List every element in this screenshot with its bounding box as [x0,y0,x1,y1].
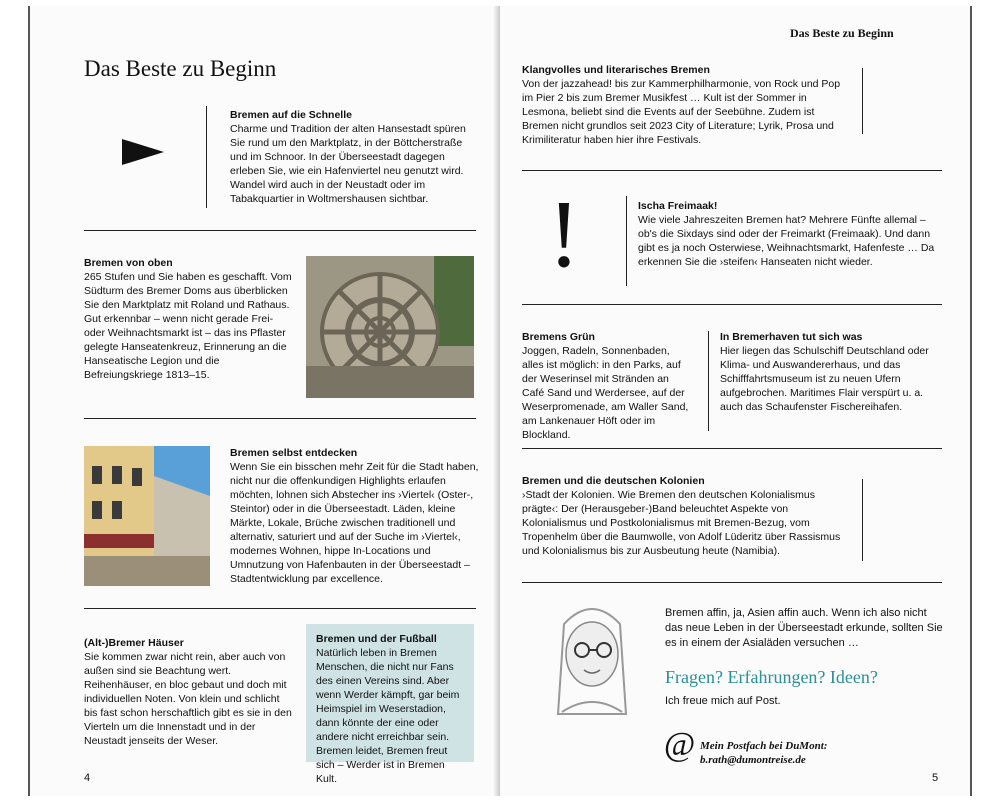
section-divider [522,304,942,305]
divider [862,68,863,134]
section-divider [84,230,476,231]
page-title: Das Beste zu Beginn [84,56,277,81]
section-heading: Bremen auf die Schnelle [230,109,352,121]
author-portrait [544,594,640,722]
page-number: 5 [932,772,939,784]
aerial-photo-graphic [306,256,474,398]
section-text: ›Stadt der Kolonien. Wie Bremen den deutschen Kolonialismus prägte‹: Der (Herausgeber-)Band beleuchtet Aspekte von Kolonialismus und Postkolonialismus mit Bremen-Bezug, vom Tropenhelm über die Baumwolle, von Adolf Lüderitz über Rassismus und Kolonialismus bis zur Ausbeutung heute (Namibia). [522,489,841,557]
section-heading: Bremens Grün [522,331,595,343]
section-text: Charme und Tradition der alten Hansestadt spüren Sie rund um den Marktplatz, in der Böttcherstraße und im Schnoor. In der Überseestadt dagegen erleben Sie, wie ein Hafenviertel neu genutzt wird. Wandel wird auch in der Neustadt oder im Tabakquartier in Woltmershausen sichtbar. [230,123,466,205]
box-heading: Bremen und der Fußball [316,633,437,645]
right-page [500,6,970,796]
street-viertel-photo [84,446,210,586]
aerial-marketplace-photo [306,256,474,398]
divider [708,331,709,431]
arrow-right-icon [122,139,166,167]
section-text: Wie viele Jahreszeiten Bremen hat? Mehrere Fünfte allemal – ob's die Sixdays sind oder der Freimarkt (Freimaak). Und dann gibt es ja noch Osterwiese, Weihnachtsmarkt, Hafenfeste … Da erkennen Sie die ›steifen‹ Hanseaten nicht wieder. [638,214,935,268]
box-text: Natürlich leben in Bremen Menschen, die nicht nur Fans des einen Vereins sind. Aber wenn Werder kämpft, gar beim Heimspiel im Weserstadion, dann könnte der eine oder andere nicht erreichbar sein. Bremen leidet, Bremen freut sich – Werder ist in Bremen Kult. [316,647,460,785]
page-number: 4 [84,772,91,784]
section-heading: Bremen und die deutschen Kolonien [522,475,705,487]
section-heading: Bremen von oben [84,257,173,269]
left-page [30,6,498,796]
section-text: Wenn Sie ein bisschen mehr Zeit für die Stadt haben, nicht nur die offenkundigen Highlights erlaufen möchten, lohnen sich Abstecher ins ›Viertel‹ (Oster-, Steintor) oder in die Überseestadt. Läden, kleine Märkte, Lokale, Brüche zwischen traditionell und alternativ, saturiert und auf der Suche im ›Viertel‹, modernes Wohnen, hippe In-Locations und Umnutzung von Hafenbauten in der Überseestadt – Stadtentwicklung par excellence. [230,461,479,585]
section-heading: Klangvolles und literarisches Bremen [522,64,710,76]
author-portrait-graphic [544,594,640,722]
section-text: 265 Stufen und Sie haben es geschafft. Vom Südturm des Bremer Doms aus überblicken Sie den Marktplatz mit Roland und Rathaus. Gut erkennbar – wenn nicht gerade Frei- oder Weihnachtsmarkt ist – das ins Pflaster gelegte Hanseatenkreuz, Erinnerung an die Hanseatische Legion und die Befreiungskriege 1813–15. [84,271,292,381]
running-head: Das Beste zu Beginn [790,26,894,40]
feedback-question: Fragen? Erfahrungen? Ideen? [665,667,878,687]
mail-label: Mein Postfach bei DuMont: [700,740,828,752]
street-photo-graphic [84,446,210,586]
divider [626,196,627,286]
section-heading: In Bremerhaven tut sich was [720,331,863,343]
section-text: Sie kommen zwar nicht rein, aber auch von außen sind sie Beachtung wert. Reihenhäuser, en bloc gebaut und doch mit individuellen Noten. Von klein und schlicht bis fast schon herschaftlich gibt es sie in den Vierteln um die Innenstadt und in der Neustadt jenseits der Weser. [84,651,292,747]
section-divider [522,582,942,583]
football-info-box [306,624,474,785]
section-text: Von der jazzahead! bis zur Kammerphilharmonie, von Rock und Pop im Pier 2 bis zum Bremer Musikfest … Kult ist der Sommer in Lesmona, beliebt sind die Events auf der Seebühne. Zudem ist Bremen nicht grundlos seit 2023 City of Literature; Lyrik, Prosa und Krimiliteratur haben hier ihre Festivals. [522,78,841,146]
section-divider [522,170,942,171]
section-heading: Bremen selbst entdecken [230,447,358,459]
exclamation-icon: ! [548,180,580,287]
section-divider [84,608,476,609]
section-text: Joggen, Radeln, Sonnenbaden, alles ist möglich: in den Parks, auf der Weserinsel mit Stränden an Café Sand und Werdersee, auf der Weserpromenade, am Waller Sand, am Lankenauer Höft oder im Blockland. [522,345,689,441]
divider [206,106,207,208]
section-divider [522,448,942,449]
divider [862,479,863,561]
at-icon: @ [664,726,696,763]
author-greeting: Ich freue mich auf Post. [665,695,781,707]
author-text: Bremen affin, ja, Asien affin auch. Wenn ich also nicht das neue Leben in der Überseestadt erkunde, sollten Sie es in einem der Asialäden versuchen … [665,607,943,649]
section-divider [84,418,476,419]
email-link[interactable]: b.rath@dumontreise.de [700,754,806,766]
book-spread [28,6,972,796]
section-heading: (Alt-)Bremer Häuser [84,637,184,649]
section-heading: Ischa Freimaak! [638,200,718,212]
section-text: Hier liegen das Schulschiff Deutschland oder Klima- und Auswandererhaus, und das Schifffahrtsmuseum ist zu neuen Ufern aufgebrochen. Maritimes Flair verspürt u. a. auch das Schaufenster Fischereihafen. [720,345,929,413]
